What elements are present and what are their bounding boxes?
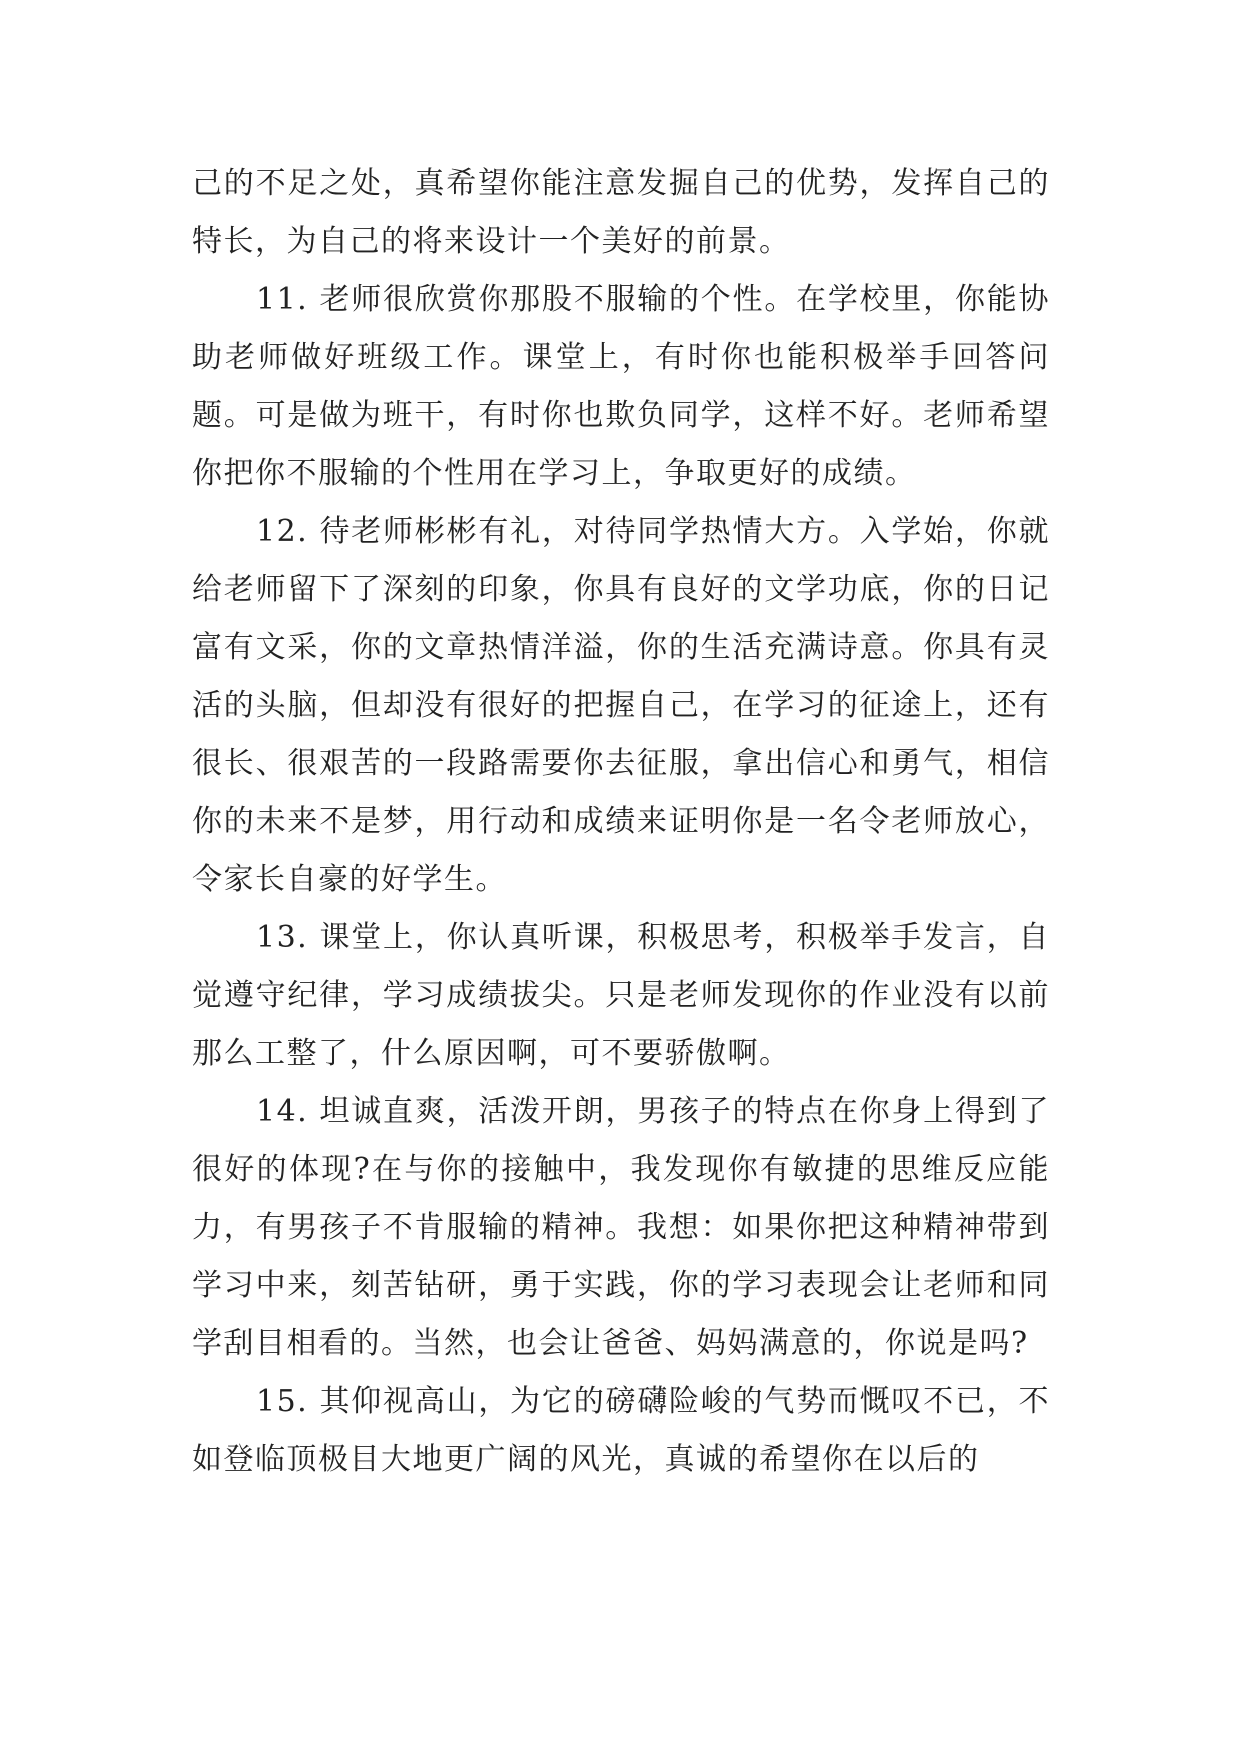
paragraph-continuation: 己的不足之处，真希望你能注意发掘自己的优势，发挥自己的特长，为自己的将来设计一个美好的前景。 [192, 166, 1050, 259]
paragraph-item-11: 11. 老师很欣赏你那股不服输的个性。在学校里，你能协助老师做好班级工作。课堂上，有时你也能积极举手回答问题。可是做为班干，有时你也欺负同学，这样不好。老师希望你把你不服输的个性用在学习上，争取更好的成绩。 [192, 282, 1050, 491]
paragraph-item-15: 15. 其仰视高山，为它的磅礴险峻的气势而慨叹不已，不如登临顶极目大地更广阔的风光，真诚的希望你在以后的 [192, 1384, 1050, 1477]
paragraph-item-12: 12. 待老师彬彬有礼，对待同学热情大方。入学始，你就给老师留下了深刻的印象，你具有良好的文学功底，你的日记富有文采，你的文章热情洋溢，你的生活充满诗意。你具有灵活的头脑，但却没有很好的把握自己，在学习的征途上，还有很长、很艰苦的一段路需要你去征服，拿出信心和勇气，相信你的未来不是梦，用行动和成绩来证明你是一名令老师放心，令家长自豪的好学生。 [192, 514, 1050, 897]
paragraph-item-13: 13. 课堂上，你认真听课，积极思考，积极举手发言，自觉遵守纪律，学习成绩拔尖。只是老师发现你的作业没有以前那么工整了，什么原因啊，可不要骄傲啊。 [192, 920, 1050, 1071]
paragraph-item-14: 14. 坦诚直爽，活泼开朗，男孩子的特点在你身上得到了很好的体现?在与你的接触中，我发现你有敏捷的思维反应能力，有男孩子不肯服输的精神。我想：如果你把这种精神带到学习中来，刻苦钻研，勇于实践，你的学习表现会让老师和同学刮目相看的。当然，也会让爸爸、妈妈满意的，你说是吗? [192, 1094, 1050, 1361]
document-body [192, 155, 1050, 1489]
